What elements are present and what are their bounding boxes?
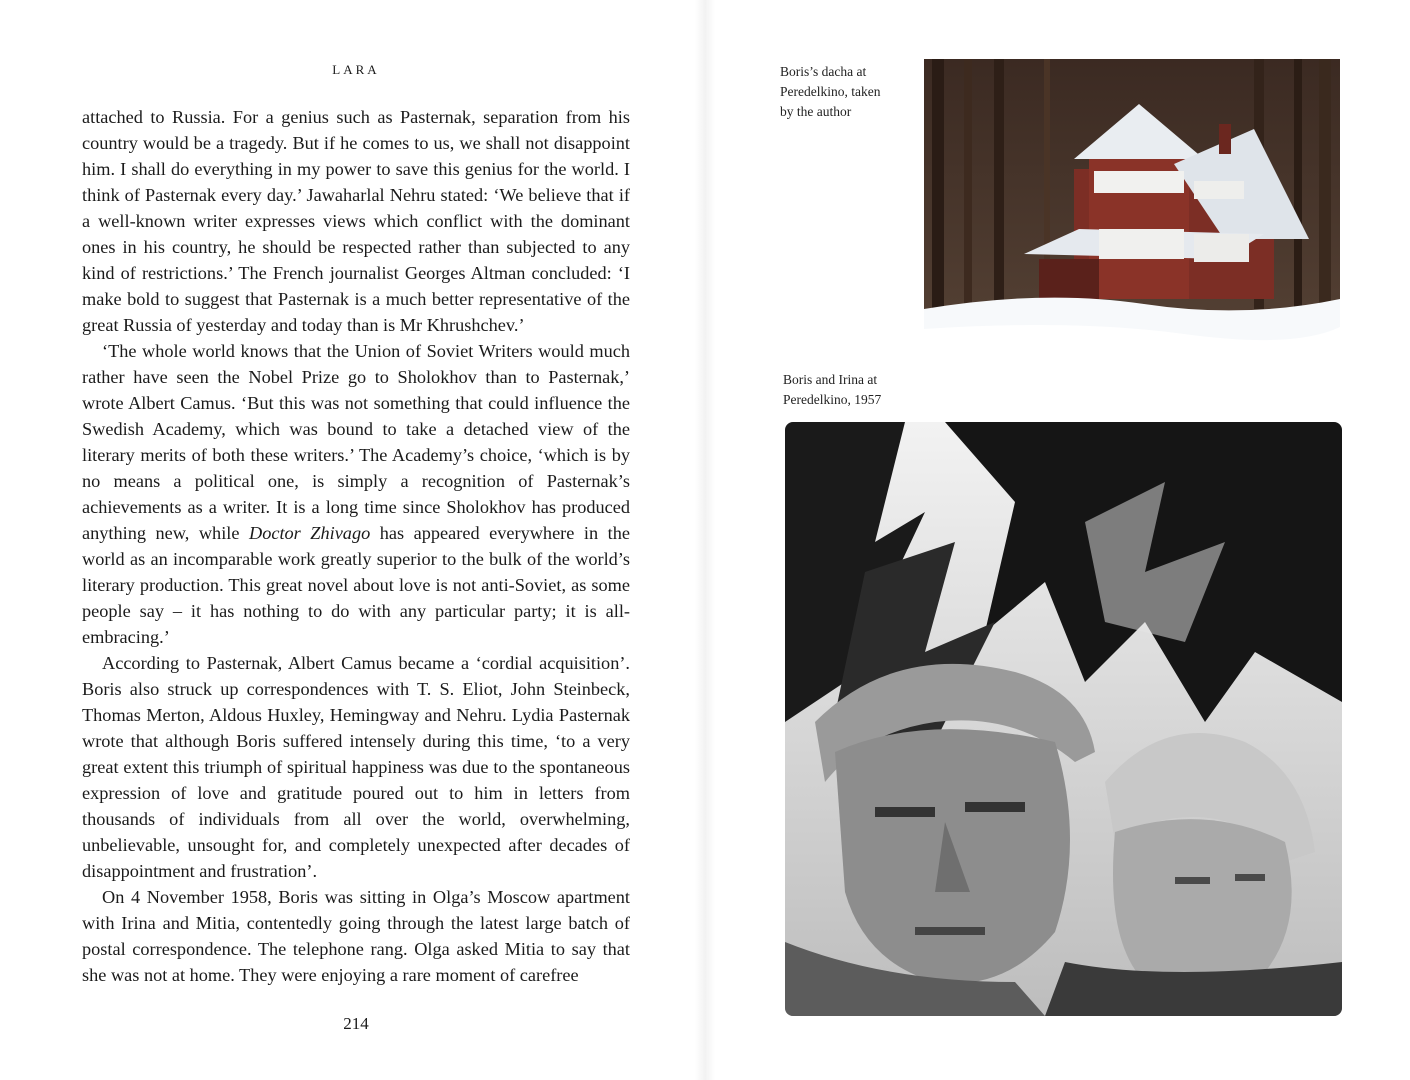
paragraph-text: On 4 November 1958, Boris was sitting in Olga’s Moscow apartment with Irina and Mitia, contentedly going through the latest large batch of postal correspondence. The telephone rang. Olga asked Mitia to say that she was not at home. They were enjoying a rare moment of carefree: [82, 887, 630, 985]
caption-portrait-line: Peredelkino, 1957: [783, 392, 882, 407]
page-number: 214: [343, 1014, 369, 1033]
body-paragraph: [82, 338, 630, 650]
paragraph-text: has appeared everywhere in the world as an incomparable work greatly superior to the bulk of the world’s literary production. This great novel about love is not anti-Soviet, as some people say – it has nothing to do with any particular party; it is all-embracing.’: [82, 523, 630, 647]
body-paragraph: [82, 884, 630, 988]
book-title-italic: Doctor Zhivago: [249, 523, 371, 543]
paragraph-text: According to Pasternak, Albert Camus became a ‘cordial acquisition’. Boris also struck up correspondences with T. S. Eliot, John Steinbeck, Thomas Merton, Aldous Huxley, Hemingway and Nehru. Lydia Pasternak wrote that although Boris suffered intensely during this time, ‘to a very great extent this triumph of spiritual happiness was due to the spontaneous expression of love and gratitude poured out to him in letters from thousands of individuals from all over the world, overwhelming, unbelievable, unsought for, and completely unexpected after decades of disappointment and frustration’.: [82, 653, 630, 881]
caption-dacha: [780, 62, 910, 122]
body-text: [82, 104, 630, 988]
running-head: LARA: [332, 62, 380, 77]
portrait-photo-illustration: [785, 422, 1342, 1016]
paragraph-text: ‘The whole world knows that the Union of Soviet Writers would much rather have seen the Nobel Prize go to Sholokhov than to Pasternak,’ wrote Albert Camus. ‘But this was not something that could influence the Swedish Academy, which was bound to take a detached view of the literary merits of both these writers.’ The Academy’s choice, ‘which is by no means a political one, is simply a recognition of Pasternak’s achievements as a writer. It is a long time since Sholokhov has produced anything new, while: [82, 341, 630, 543]
photo-portrait: [785, 422, 1342, 1016]
paragraph-text: attached to Russia. For a genius such as Pasternak, separation from his country would be a tragedy. But if he comes to us, we shall not disappoint him. I shall do everything in my power to save this genius for the world. I think of Pasternak every day.’ Jawaharlal Nehru stated: ‘We believe that if a well-known writer expresses views which conflict with the dominant ones in his country, he should be respected rather than subjected to any kind of restrictions.’ The French journalist Georges Altman concluded: ‘I make bold to suggest that Pasternak is a much better representative of the great Russia of yesterday and today than is Mr Khrushchev.’: [82, 107, 630, 335]
caption-dacha-line: by the author: [780, 104, 852, 119]
gutter: [695, 0, 715, 1080]
body-paragraph: [82, 104, 630, 338]
caption-dacha-line: Peredelkino, taken: [780, 84, 881, 99]
body-paragraph: [82, 650, 630, 884]
caption-dacha-line: Boris’s dacha at: [780, 64, 867, 79]
caption-portrait-line: Boris and Irina at: [783, 372, 878, 387]
photo-dacha: [924, 59, 1340, 404]
dacha-photo-illustration: [924, 59, 1340, 404]
caption-portrait: [783, 370, 913, 410]
